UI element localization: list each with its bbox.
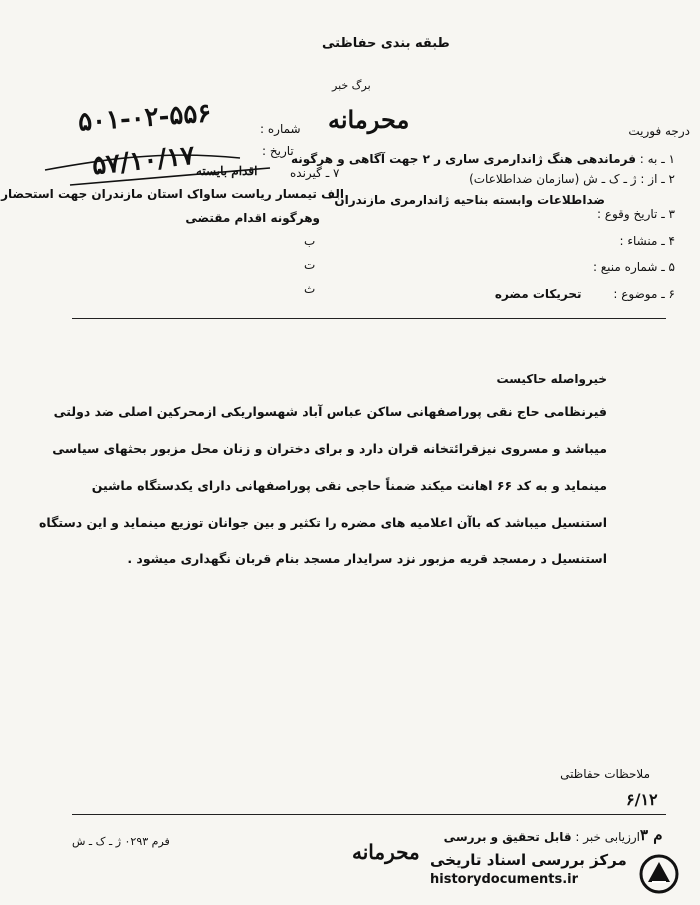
date-label: تاریخ : xyxy=(262,144,294,158)
number-label: شماره : xyxy=(260,122,301,136)
form-number: فرم ۰۲۹۳ ژ ـ ک ـ ش xyxy=(72,835,170,848)
evaluation xyxy=(444,830,640,844)
recipient-se: ث xyxy=(304,282,316,296)
recipient-alef-cont: وهرگونه اقدام مقتضی xyxy=(185,211,320,225)
body-line: استنسیل میباشد که باآن اعلامیه های مضره را تکثیر و بین جوانان توزیع مینماید و این دستگاه xyxy=(39,515,607,530)
handwritten-annotation: ۶/۱۲ xyxy=(626,790,658,809)
body-line: مینماید و به کد ۶۶ اهانت میکند ضمناً حاجی نقی پوراصفهانی دارای یکدستگاه ماشین xyxy=(91,478,607,493)
recipient-alef: الف تیمسار ریاست ساواک استان مازندران جهت استحضار xyxy=(1,187,344,201)
field-subject xyxy=(495,287,675,301)
salutation: خیرواصله حاکیست xyxy=(496,372,607,386)
header-divider xyxy=(72,318,666,319)
field-subject-label: ۶ ـ موضوع : xyxy=(613,287,675,301)
field-from-value: (سازمان ضداطلاعات) xyxy=(469,172,580,186)
body-line: میباشد و مسروی نیزقرائتخانه قران دارد و برای دختران و زنان محل مزبور بحثهای سیاسی xyxy=(52,441,607,456)
field-recipient-value: ضداطلاعات وابسته بناحیه ژاندارمری مازندران xyxy=(334,193,605,207)
classification-header: طبقه بندی حفاظتی xyxy=(322,36,450,51)
field-to-label: ۱ ـ به : xyxy=(639,152,675,166)
field-source-number: ۵ ـ شماره منبع : xyxy=(592,260,675,274)
field-recipient-label: ۷ ـ گیرنده xyxy=(290,166,340,180)
footer-divider xyxy=(72,814,666,815)
action-stamp: اقدام بایسته xyxy=(196,164,258,178)
number-handwritten: ۵۰۱-۰۲-۵۵۶ xyxy=(77,98,213,138)
evaluation-label: ارزیابی خبر : xyxy=(575,830,640,844)
evaluation-value: قابل تحقیق و بررسی xyxy=(443,830,572,844)
field-to xyxy=(291,152,675,166)
date-handwritten: ۵۷/۱۰/۱۷ xyxy=(90,140,197,182)
secrecy-stamp-bottom: محرمانه xyxy=(352,840,420,864)
field-date-occurrence: ۳ ـ تاریخ وقوع : xyxy=(596,207,675,221)
recipient-te: ت xyxy=(304,258,316,272)
field-subject-value: تحریکات مضره xyxy=(494,287,582,301)
evaluation-code: م ۳ xyxy=(640,826,663,844)
watermark-logo-icon xyxy=(636,852,682,896)
secrecy-stamp: محرمانه xyxy=(328,105,410,134)
field-from-label: ۲ ـ از : ژ ـ ک ـ ش xyxy=(583,172,675,186)
recipient-be: ب xyxy=(304,234,316,248)
field-from xyxy=(469,172,675,186)
watermark-text: مرکز بررسی اسناد تاریخی xyxy=(430,851,627,869)
priority-label: درجه فوریت xyxy=(628,124,690,138)
form-title: برگ خبر xyxy=(332,79,371,92)
body-line: فیرنظامی حاج نقی پوراصفهانی ساکن عباس آباد شهسواریکی ازمحرکین اصلی ضد دولتی xyxy=(53,404,607,419)
security-notes: ملاحظات حفاظتی xyxy=(560,767,650,781)
watermark-url: historydocuments.ir xyxy=(430,872,579,887)
field-origin: ۴ ـ منشاء : xyxy=(619,234,675,248)
field-to-value: فرماندهی هنگ ژاندارمری ساری ر ۲ جهت آگاهی و هرگونه xyxy=(290,152,636,166)
body-line: استنسیل د رمسجد قریه مزبور نزد سرایدار مسجد بنام قربان نگهداری میشود . xyxy=(127,551,607,566)
